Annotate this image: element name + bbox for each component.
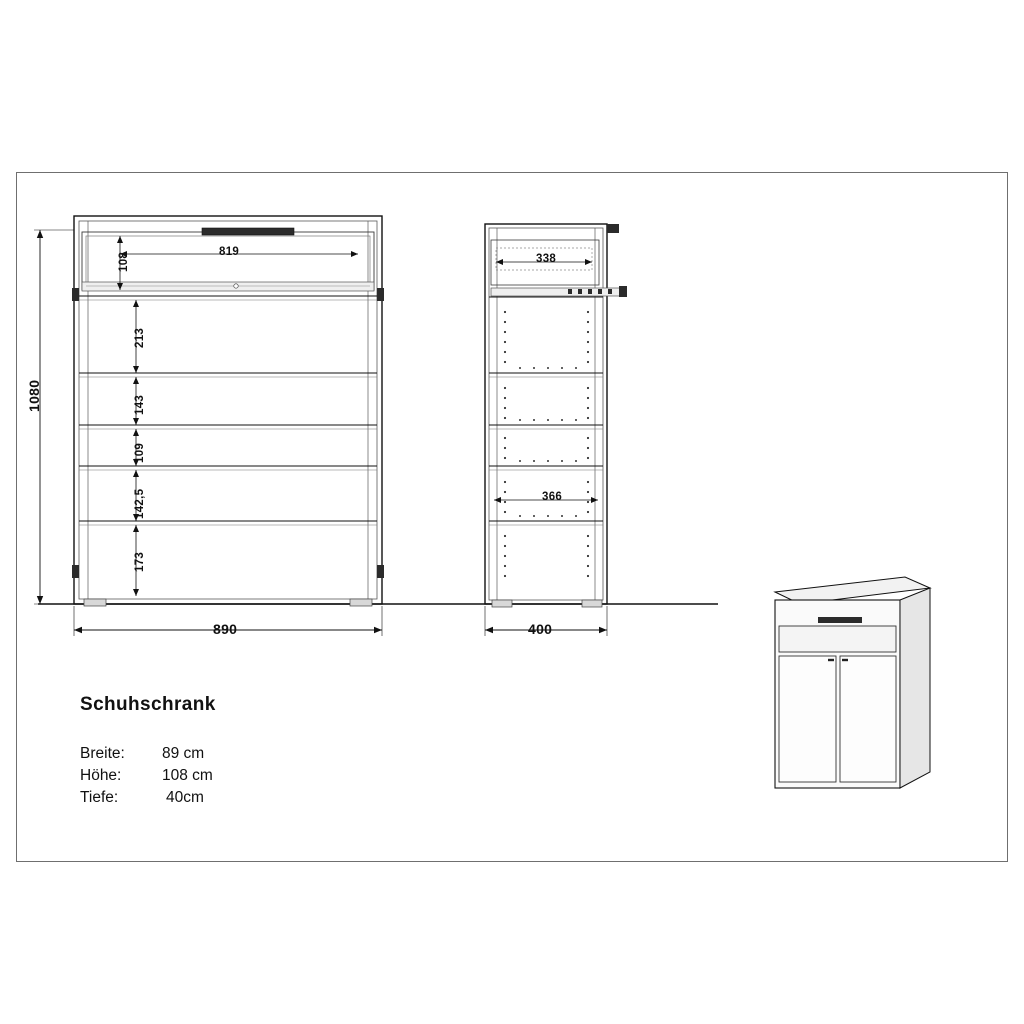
front-compartment-label-3: 143 — [134, 394, 146, 415]
page-title: Schuhschrank — [80, 694, 216, 715]
front-inner-width-label: 819 — [219, 246, 240, 258]
front-overall-height-label: 1080 — [26, 379, 42, 412]
side-shelf-depth-label: 366 — [542, 491, 563, 503]
side-inner-top-label: 338 — [536, 253, 557, 265]
spec-value-tiefe: 40cm — [166, 789, 204, 806]
front-compartment-label-4: 109 — [134, 442, 146, 463]
spec-label-breite: Breite: — [80, 745, 125, 762]
front-compartment-label-5: 142,5 — [134, 488, 146, 519]
front-compartment-label-6: 173 — [134, 551, 146, 572]
spec-value-breite: 89 cm — [162, 745, 205, 762]
spec-value-hoehe: 108 cm — [162, 767, 213, 784]
front-compartment-label-1: 108 — [118, 251, 130, 272]
side-overall-depth-label: 400 — [528, 621, 553, 637]
spec-label-hoehe: Höhe: — [80, 767, 122, 784]
front-compartment-label-2: 213 — [134, 327, 146, 348]
front-overall-width-label: 890 — [213, 621, 238, 637]
spec-label-tiefe: Tiefe: — [80, 789, 119, 806]
